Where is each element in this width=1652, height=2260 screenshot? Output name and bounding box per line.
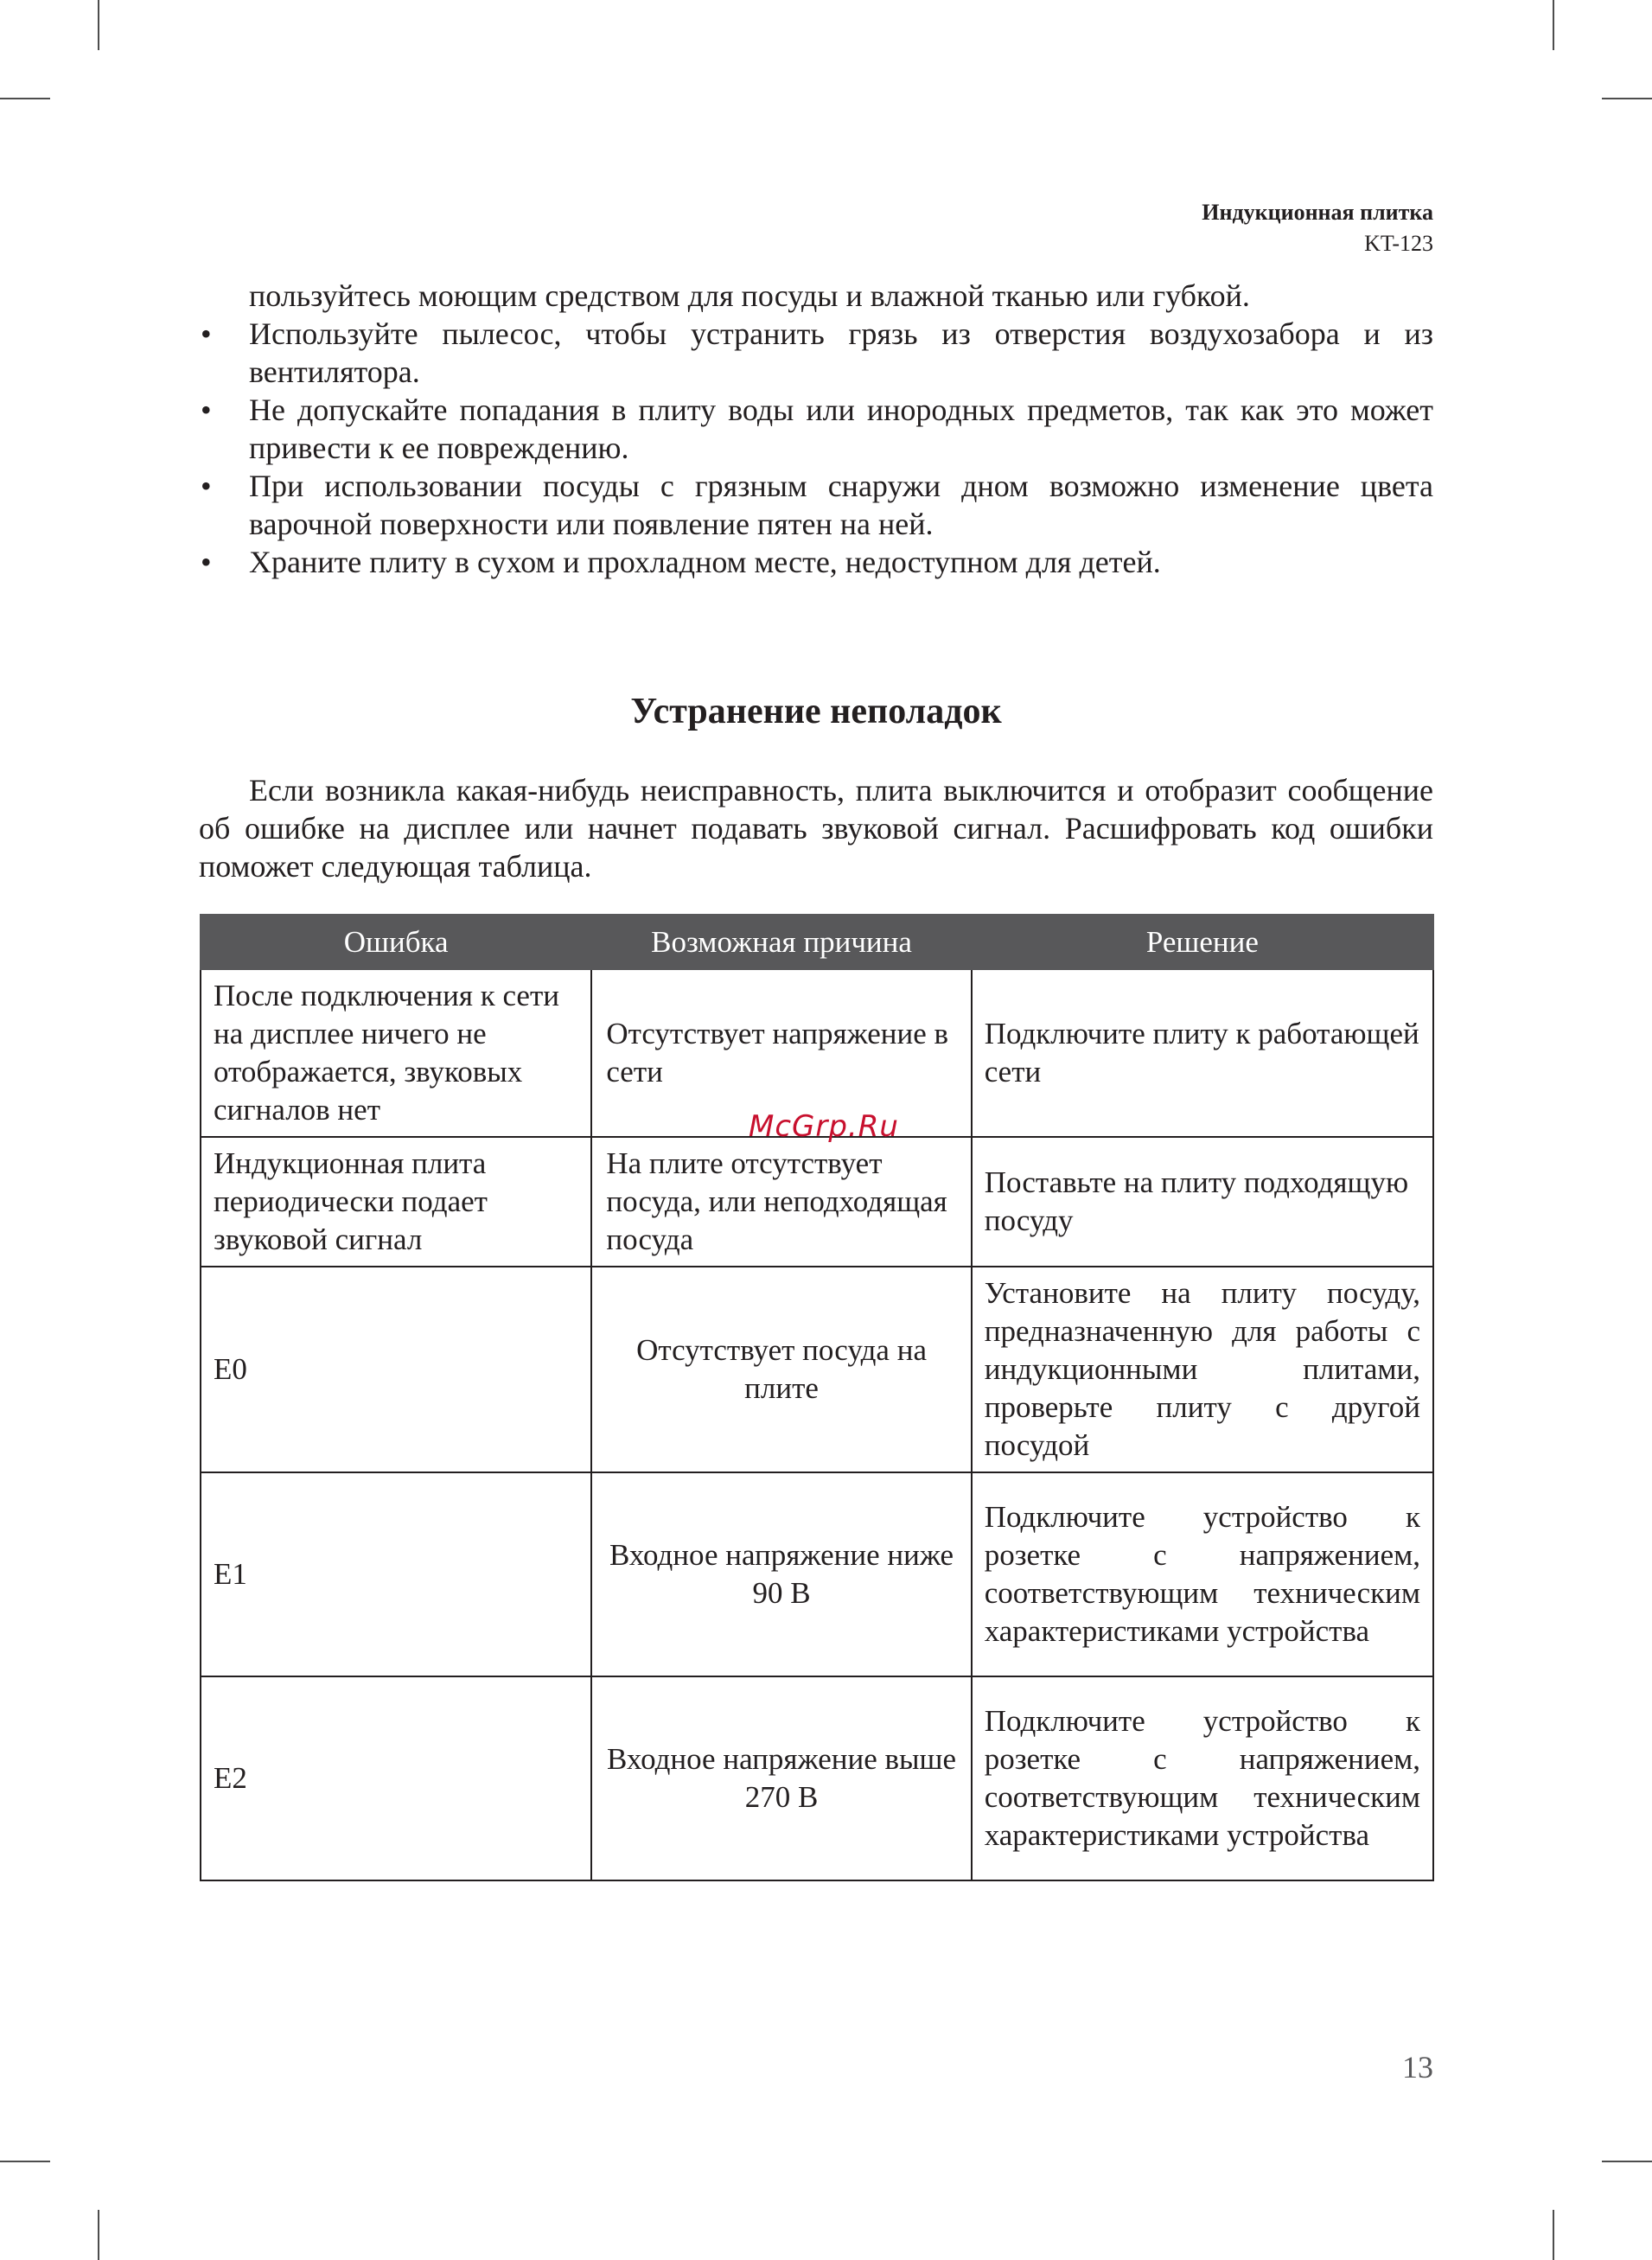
crop-mark <box>98 0 99 50</box>
bullet-icon: • <box>201 545 212 579</box>
list-item-text: Храните плиту в сухом и прохладном месте, недоступном для детей. <box>249 545 1161 579</box>
column-header-solution: Решение <box>972 915 1433 969</box>
solution-cell: Подключите плиту к работающей сети <box>972 969 1433 1137</box>
solution-cell: Подключите устройство к розетке с напряжением, соответствующим техническим характеристиками устройства <box>972 1676 1433 1880</box>
list-item-text: Используйте пылесос, чтобы устранить грязь из отверстия воздухозабора и из вентилятора. <box>249 316 1433 389</box>
cause-cell: Отсутствует посуда на плите <box>591 1267 971 1472</box>
table-header-row <box>201 915 1433 969</box>
list-item <box>199 543 1433 581</box>
intro-paragraph: Если возникла какая-нибудь неисправность, плита выключится и отобразит сообщение об ошибке на дисплее или начнет подавать звуковой сигнал. Расшифровать код ошибки поможет следующая таблица. <box>199 773 1433 884</box>
solution-cell: Подключите устройство к розетке с напряжением, соответствующим техническим характеристиками устройства <box>972 1472 1433 1676</box>
bullet-icon: • <box>201 469 212 503</box>
table-row <box>201 1472 1433 1676</box>
solution-cell: Установите на плиту посуду, предназначенную для работы с индукционными плитами, проверьте плиту с другой посудой <box>972 1267 1433 1472</box>
section-title: Устранение неполадок <box>630 692 1002 731</box>
care-bullet-list <box>199 315 1433 581</box>
column-header-error: Ошибка <box>201 915 591 969</box>
error-cell: E2 <box>201 1676 591 1880</box>
crop-mark <box>1553 2210 1554 2260</box>
crop-mark <box>98 2210 99 2260</box>
solution-cell: Поставьте на плиту подходящую посуду <box>972 1137 1433 1267</box>
list-item <box>199 315 1433 391</box>
crop-mark <box>1553 0 1554 50</box>
watermark: McGrp.Ru <box>749 1109 899 1144</box>
error-cell: E1 <box>201 1472 591 1676</box>
cause-cell: Отсутствует напряжение в сети <box>591 969 971 1137</box>
page-number: 13 <box>1402 2050 1433 2084</box>
continuation-paragraph: пользуйтесь моющим средством для посуды и влажной тканью или губкой. <box>249 278 1250 313</box>
crop-mark <box>0 2161 50 2162</box>
cause-cell: На плите отсутствует посуда, или неподходящая посуда <box>591 1137 971 1267</box>
list-item-text: Не допускайте попадания в плиту воды или инородных предметов, так как это может привести к ее повреждению. <box>249 393 1433 465</box>
header-title: Индукционная плитка <box>1202 200 1433 225</box>
crop-mark <box>1602 2161 1652 2162</box>
error-cell: После подключения к сети на дисплее ничего не отображается, звуковых сигналов нет <box>201 969 591 1137</box>
table-row <box>201 1267 1433 1472</box>
crop-mark <box>0 98 50 99</box>
troubleshooting-table <box>200 914 1434 1881</box>
cause-cell: Входное напряжение ниже 90 В <box>591 1472 971 1676</box>
error-cell: Индукционная плита периодически подает звуковой сигнал <box>201 1137 591 1267</box>
cause-cell: Входное напряжение выше 270 В <box>591 1676 971 1880</box>
error-cell: E0 <box>201 1267 591 1472</box>
table-row <box>201 1676 1433 1880</box>
header-model: KT-123 <box>1364 231 1433 256</box>
running-header <box>1202 197 1433 259</box>
list-item <box>199 467 1433 543</box>
bullet-icon: • <box>201 393 212 427</box>
bullet-icon: • <box>201 316 212 351</box>
crop-mark <box>1602 98 1652 99</box>
column-header-cause: Возможная причина <box>591 915 971 969</box>
list-item-text: При использовании посуды с грязным снаружи дном возможно изменение цвета варочной поверхности или появление пятен на ней. <box>249 469 1433 541</box>
table-row <box>201 1137 1433 1267</box>
list-item <box>199 391 1433 467</box>
